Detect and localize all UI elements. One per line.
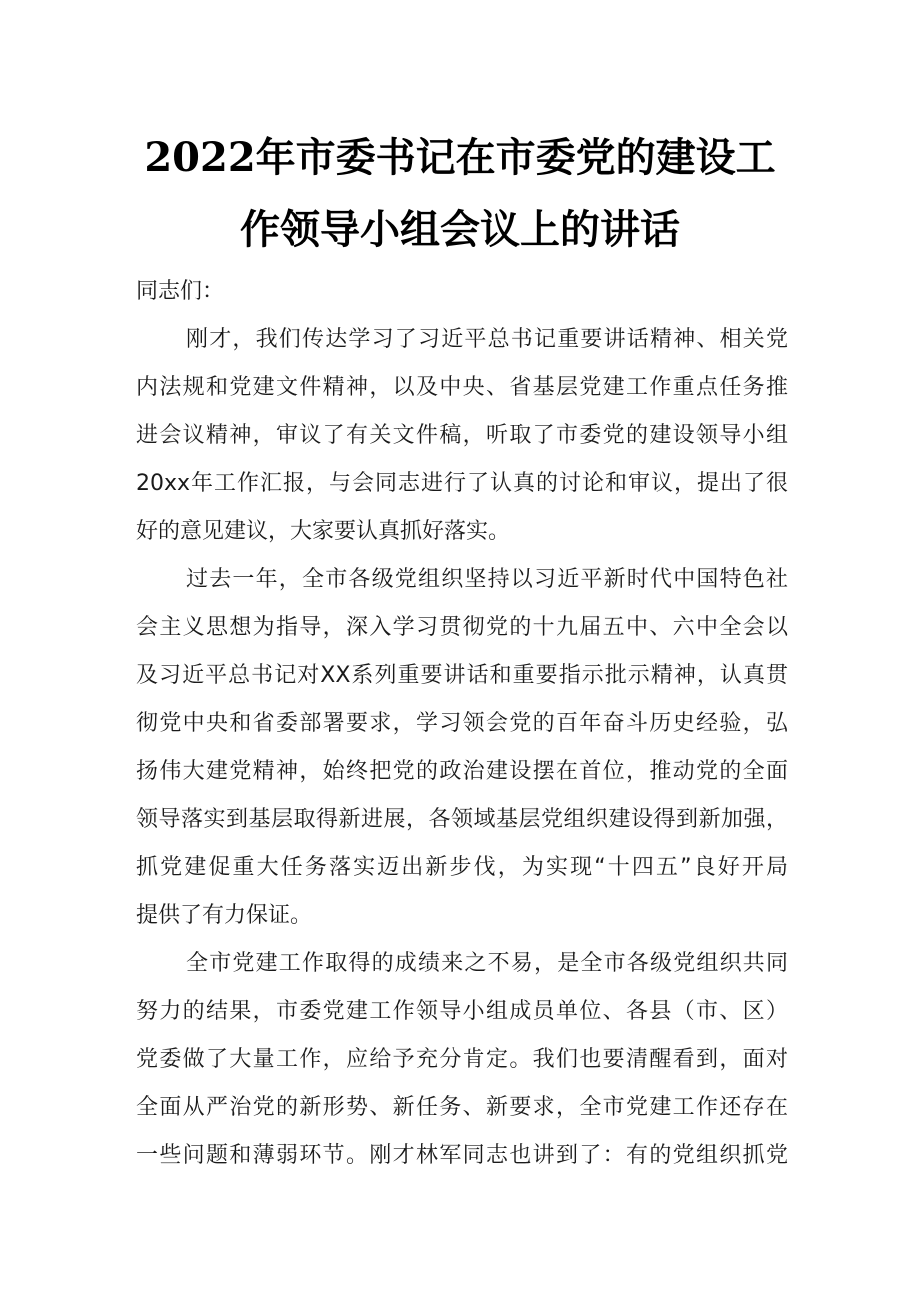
paragraph-3-line-1: 全市党建工作取得的成绩来之不易，是全市各级党组织共同 xyxy=(186,951,788,976)
paragraph-2-line-3: 及习近平总书记对XX系列重要讲话和重要指示批示精神，认真贯 xyxy=(136,663,788,688)
paragraph-1-line-1: 刚才，我们传达学习了习近平总书记重要讲话精神、相关党 xyxy=(186,327,788,352)
paragraph-3-line-4: 全面从严治党的新形势、新任务、新要求，全市党建工作还存在 xyxy=(136,1095,788,1120)
paragraph-1-line-2: 内法规和党建文件精神，以及中央、省基层党建工作重点任务推 xyxy=(136,375,788,400)
paragraph-2-line-7: 抓党建促重大任务落实迈出新步伐，为实现“十四五”良好开局 xyxy=(136,855,788,880)
paragraph-2-line-2: 会主义思想为指导，深入学习贯彻党的十九届五中、六中全会以 xyxy=(136,615,788,640)
paragraph-1-line-4: 20xx年工作汇报，与会同志进行了认真的讨论和审议，提出了很 xyxy=(136,471,788,496)
paragraph-1-line-3: 进会议精神，审议了有关文件稿，听取了市委党的建设领导小组 xyxy=(136,423,788,448)
paragraph-1-line-5: 好的意见建议，大家要认真抓好落实。 xyxy=(136,519,511,544)
document-title-line-1: 2022年市委书记在市委党的建设工 xyxy=(144,134,776,181)
paragraph-2-line-4: 彻党中央和省委部署要求，学习领会党的百年奋斗历史经验，弘 xyxy=(136,711,788,736)
paragraph-2-line-5: 扬伟大建党精神，始终把党的政治建设摆在首位，推动党的全面 xyxy=(136,759,788,784)
salutation: 同志们： xyxy=(136,279,225,304)
paragraph-2-line-8: 提供了有力保证。 xyxy=(136,903,313,928)
paragraph-3-line-2: 努力的结果，市委党建工作领导小组成员单位、各县（市、区） xyxy=(136,999,788,1024)
paragraph-3-line-3: 党委做了大量工作，应给予充分肯定。我们也要清醒看到，面对 xyxy=(136,1047,788,1072)
document-title-line-2: 作领导小组会议上的讲话 xyxy=(240,206,680,253)
paragraph-2-line-1: 过去一年，全市各级党组织坚持以习近平新时代中国特色社 xyxy=(186,567,788,592)
paragraph-3-line-5: 一些问题和薄弱环节。刚才林军同志也讲到了：有的党组织抓党 xyxy=(136,1143,788,1168)
paragraph-2-line-6: 领导落实到基层取得新进展，各领域基层党组织建设得到新加强， xyxy=(136,807,788,832)
